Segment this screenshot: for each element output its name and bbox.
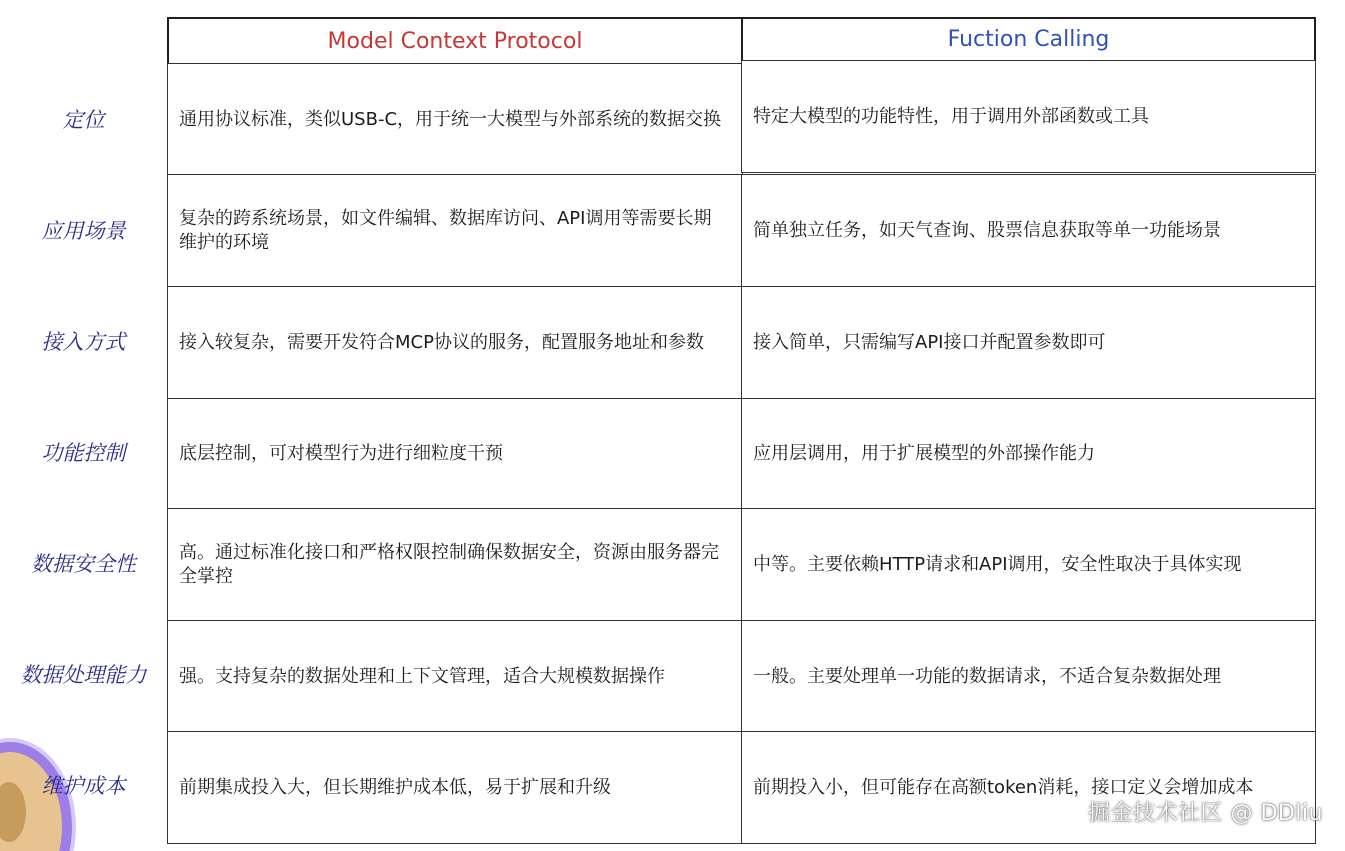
cell-mcp-positioning: 通用协议标准，类似USB-C，用于统一大模型与外部系统的数据交换	[167, 63, 743, 176]
watermark: 掘金技术社区 @ DDliu	[1087, 801, 1323, 826]
cell-fc-data-processing: 一般。主要处理单一功能的数据请求，不适合复杂数据处理	[741, 620, 1316, 733]
cell-fc-control: 应用层调用，用于扩展模型的外部操作能力	[741, 398, 1316, 510]
cell-fc-positioning: 特定大模型的功能特性，用于调用外部函数或工具	[741, 60, 1316, 173]
row-label-positioning: 定位	[62, 107, 105, 132]
row-label-integration: 接入方式	[41, 329, 126, 354]
cell-mcp-security: 高。通过标准化接口和严格权限控制确保数据安全，资源由服务器完全掌控	[167, 508, 743, 622]
cell-fc-scenarios: 简单独立任务，如天气查询、股票信息获取等单一功能场景	[741, 174, 1316, 288]
row-label-maintenance: 维护成本	[41, 773, 126, 798]
row-label-control: 功能控制	[41, 440, 126, 465]
cell-fc-maintenance: 前期投入小，但可能存在高额token消耗，接口定义会增加成本	[741, 731, 1316, 844]
cell-fc-security: 中等。主要依赖HTTP请求和API调用，安全性取决于具体实现	[741, 508, 1316, 622]
cell-mcp-maintenance: 前期集成投入大，但长期维护成本低，易于扩展和升级	[167, 731, 743, 844]
header-mcp: Model Context Protocol	[167, 17, 743, 65]
cell-mcp-integration: 接入较复杂，需要开发符合MCP协议的服务，配置服务地址和参数	[167, 286, 743, 400]
row-label-security: 数据安全性	[31, 551, 136, 576]
cell-mcp-control: 底层控制，可对模型行为进行细粒度干预	[167, 398, 743, 510]
cell-fc-integration: 接入简单，只需编写API接口并配置参数即可	[741, 286, 1316, 400]
row-label-scenarios: 应用场景	[41, 218, 126, 243]
cell-mcp-data-processing: 强。支持复杂的数据处理和上下文管理，适合大规模数据操作	[167, 620, 743, 733]
row-label-data-processing: 数据处理能力	[20, 662, 147, 687]
header-function-calling: Fuction Calling	[741, 17, 1316, 62]
cell-mcp-scenarios: 复杂的跨系统场景，如文件编辑、数据库访问、API调用等需要长期维护的环境	[167, 174, 743, 288]
